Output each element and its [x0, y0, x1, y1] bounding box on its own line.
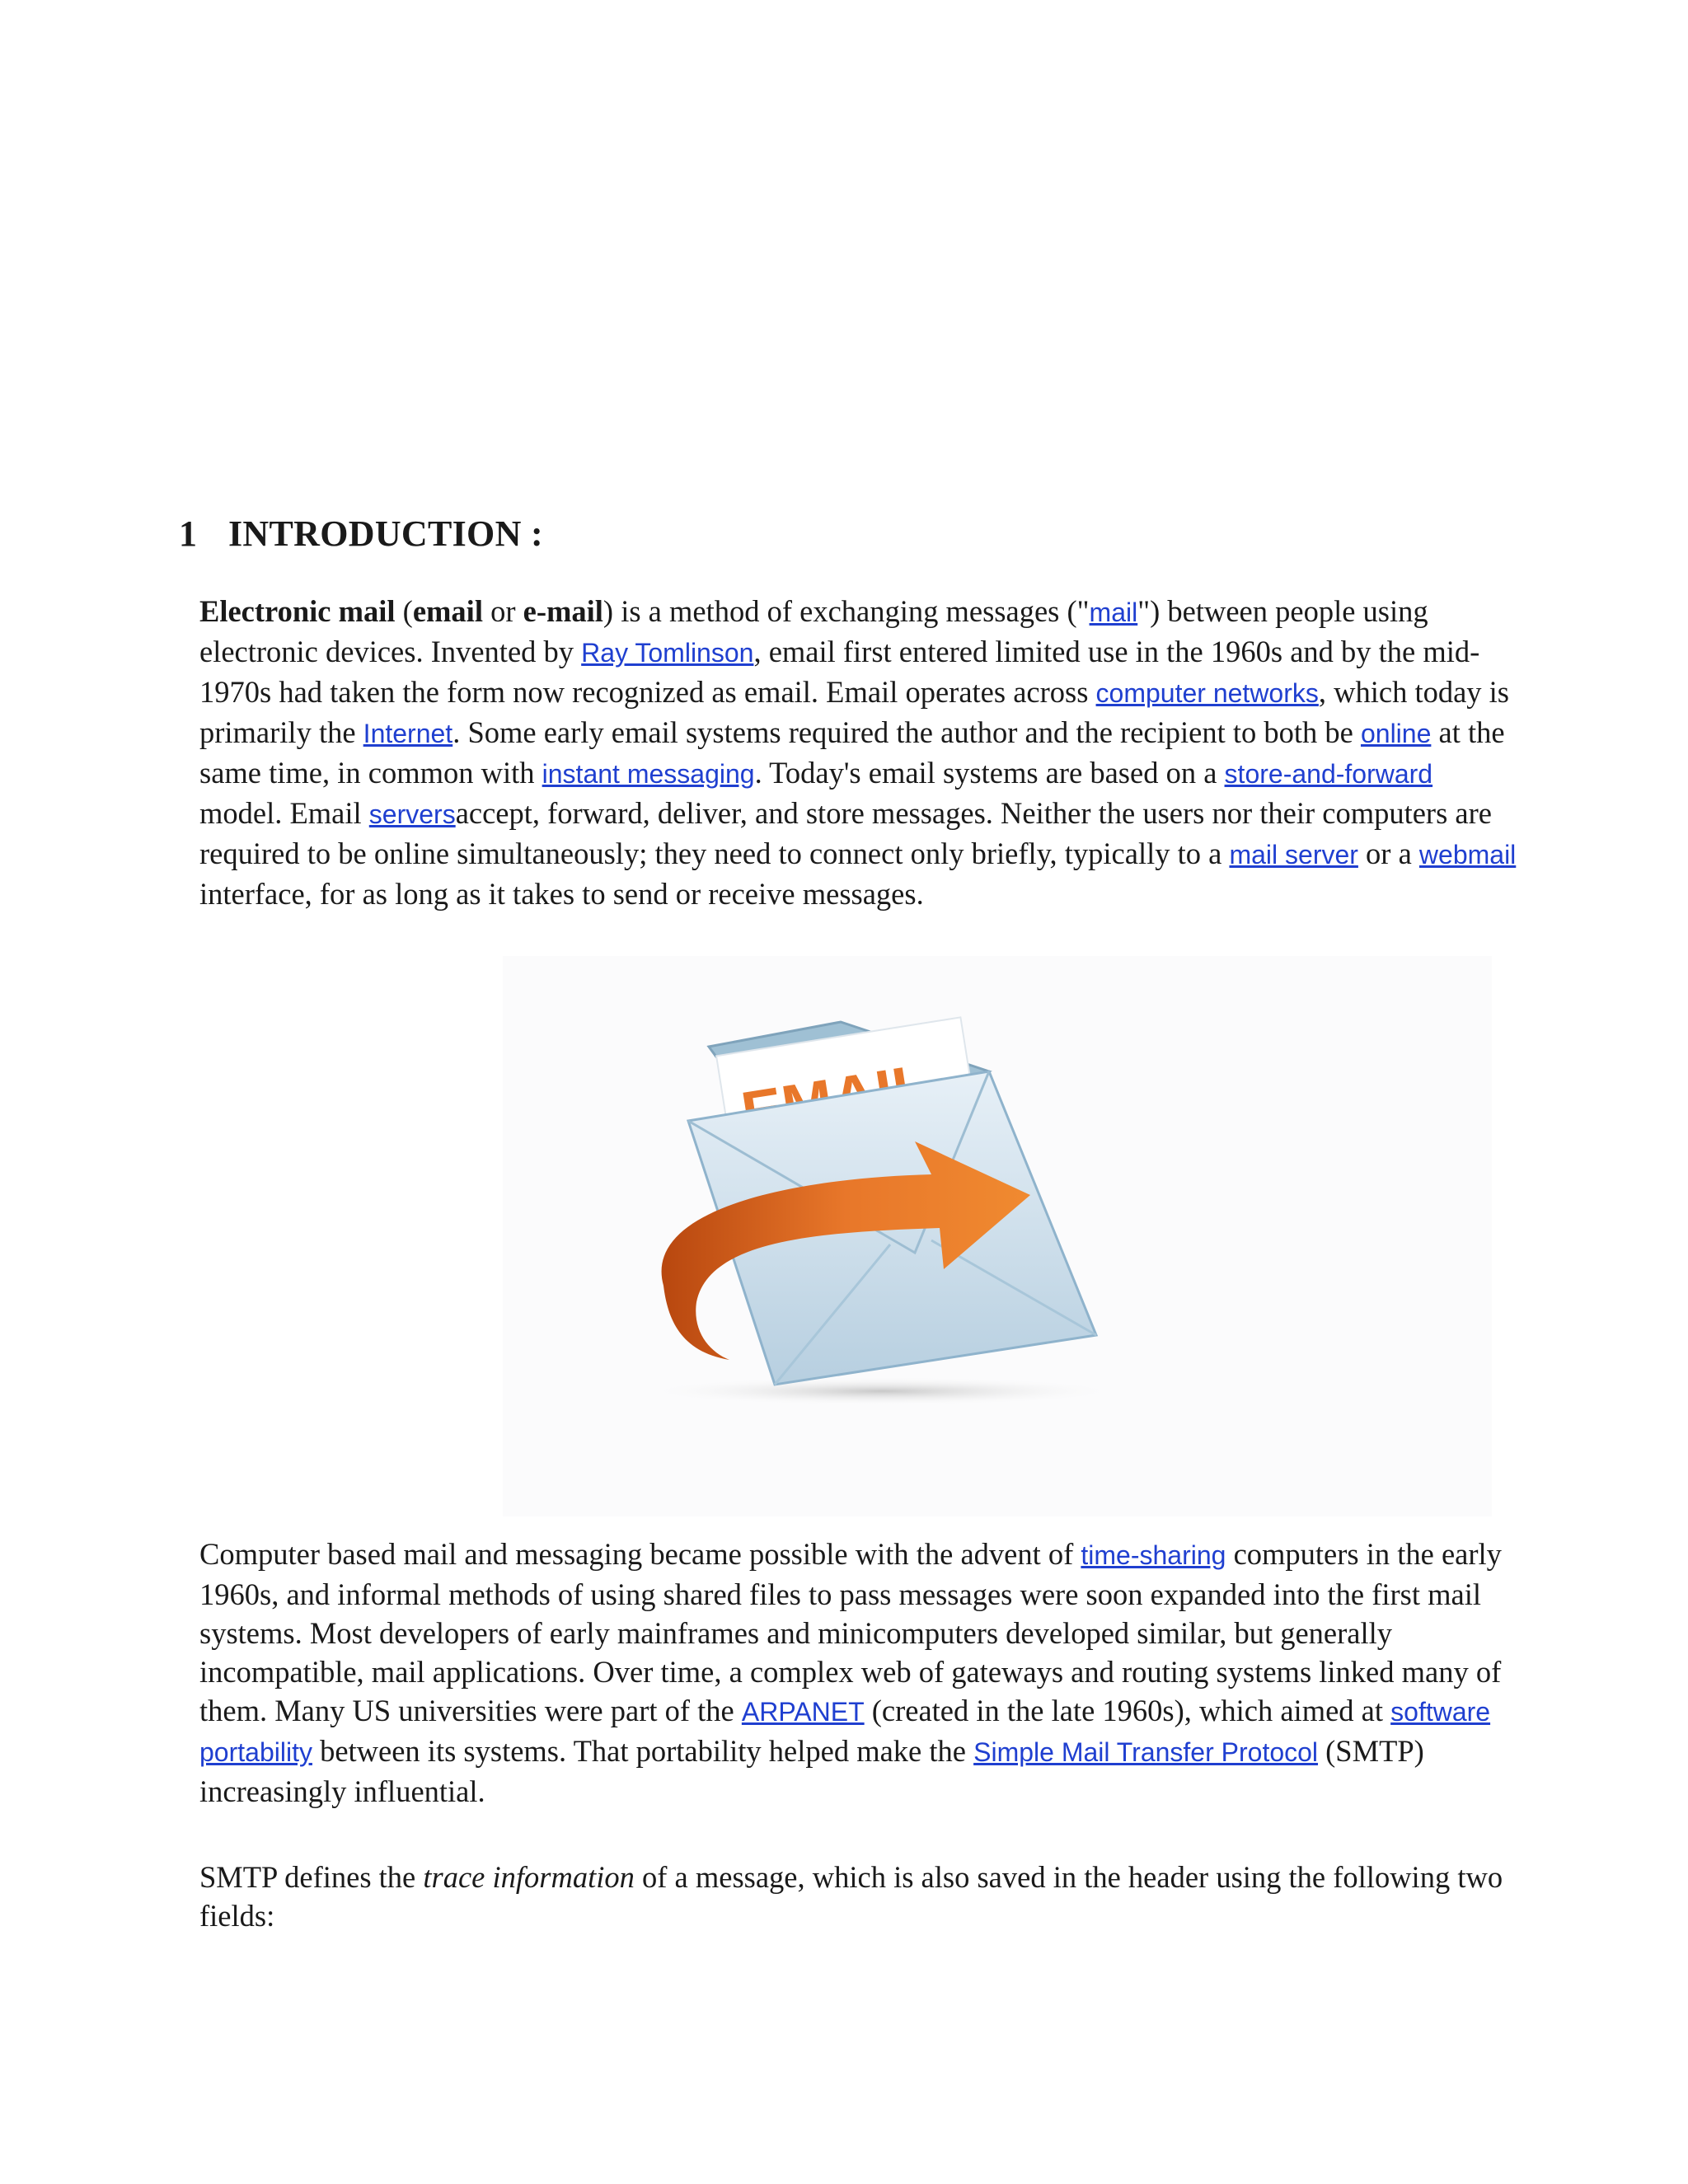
section-title: INTRODUCTION : — [228, 513, 543, 554]
term-email: email — [412, 594, 483, 628]
link-online[interactable]: online — [1360, 719, 1432, 748]
text-run: ( — [395, 594, 413, 628]
link-time-sharing[interactable]: time-sharing — [1081, 1540, 1226, 1570]
text-run: SMTP defines the — [199, 1860, 424, 1894]
text-run: of a message, which is also saved in the header using the following two fields: — [199, 1860, 1503, 1933]
smtp-paragraph — [199, 1858, 1518, 1935]
link-mail-server[interactable]: mail server — [1229, 840, 1358, 869]
link-servers[interactable]: servers — [368, 799, 456, 829]
link-instant-messaging[interactable]: instant messaging — [542, 759, 755, 789]
link-computer-networks[interactable]: computer networks — [1095, 678, 1319, 708]
text-run: or — [482, 594, 523, 628]
link-smtp[interactable]: Simple Mail Transfer Protocol — [973, 1737, 1319, 1767]
text-run: (created in the late 1960s), which aimed at — [864, 1694, 1391, 1727]
link-ray-tomlinson[interactable]: Ray Tomlinson — [581, 638, 754, 668]
text-run: between its systems. That portability helped make the — [312, 1734, 974, 1768]
text-run: model. Email — [199, 796, 369, 830]
text-run: , email first entered limited use in the 1960s and by the mid-1970s had taken the form now recognized as email. Email operates across — [199, 635, 1480, 709]
text-run: , which today is primarily the — [199, 675, 1510, 749]
email-envelope-icon — [503, 956, 1492, 1516]
link-arpanet[interactable]: ARPANET — [741, 1697, 865, 1727]
text-run: or a — [1357, 837, 1419, 870]
intro-paragraph — [199, 592, 1518, 913]
text-run: ) is a method of exchanging messages (" — [603, 594, 1090, 628]
text-run: accept, forward, deliver, and store messages. Neither the users nor their computers are required to be online simultaneously; they need to connect only briefly, typically to a — [199, 796, 1492, 870]
link-mail[interactable]: mail — [1089, 598, 1138, 627]
section-number: 1 — [179, 513, 198, 554]
link-store-and-forward[interactable]: store-and-forward — [1224, 759, 1433, 789]
term-trace-information: trace information — [423, 1860, 635, 1894]
section-heading — [179, 513, 543, 555]
link-software-portability[interactable]: software portability — [199, 1697, 1491, 1767]
text-run: at the same time, in common with — [199, 715, 1505, 790]
text-run: computers in the early 1960s, and informal methods of using shared files to pass messages were soon expanded into the first mail systems. Most developers of early mainframes and minicomputers developed similar, but generally incompatible, mail applications. Over time, a complex web of gateways and routing systems linked many of them. Many US universities were part of the — [199, 1537, 1502, 1727]
term-e-mail: e-mail — [523, 594, 603, 628]
text-run: interface, for as long as it takes to send or receive messages. — [199, 877, 924, 911]
link-webmail[interactable]: webmail — [1418, 840, 1517, 869]
term-electronic-mail: Electronic mail — [199, 594, 396, 628]
text-run: Computer based mail and messaging became possible with the advent of — [199, 1537, 1081, 1571]
text-run: ") between people using electronic devices. Invented by — [199, 594, 1428, 668]
text-run: . Some early email systems required the author and the recipient to both be — [452, 715, 1361, 749]
text-run: . Today's email systems are based on a — [754, 756, 1225, 790]
link-internet[interactable]: Internet — [363, 719, 453, 748]
history-paragraph — [199, 1535, 1518, 1811]
email-illustration — [503, 956, 1492, 1516]
text-run: (SMTP) increasingly influential. — [199, 1734, 1424, 1808]
